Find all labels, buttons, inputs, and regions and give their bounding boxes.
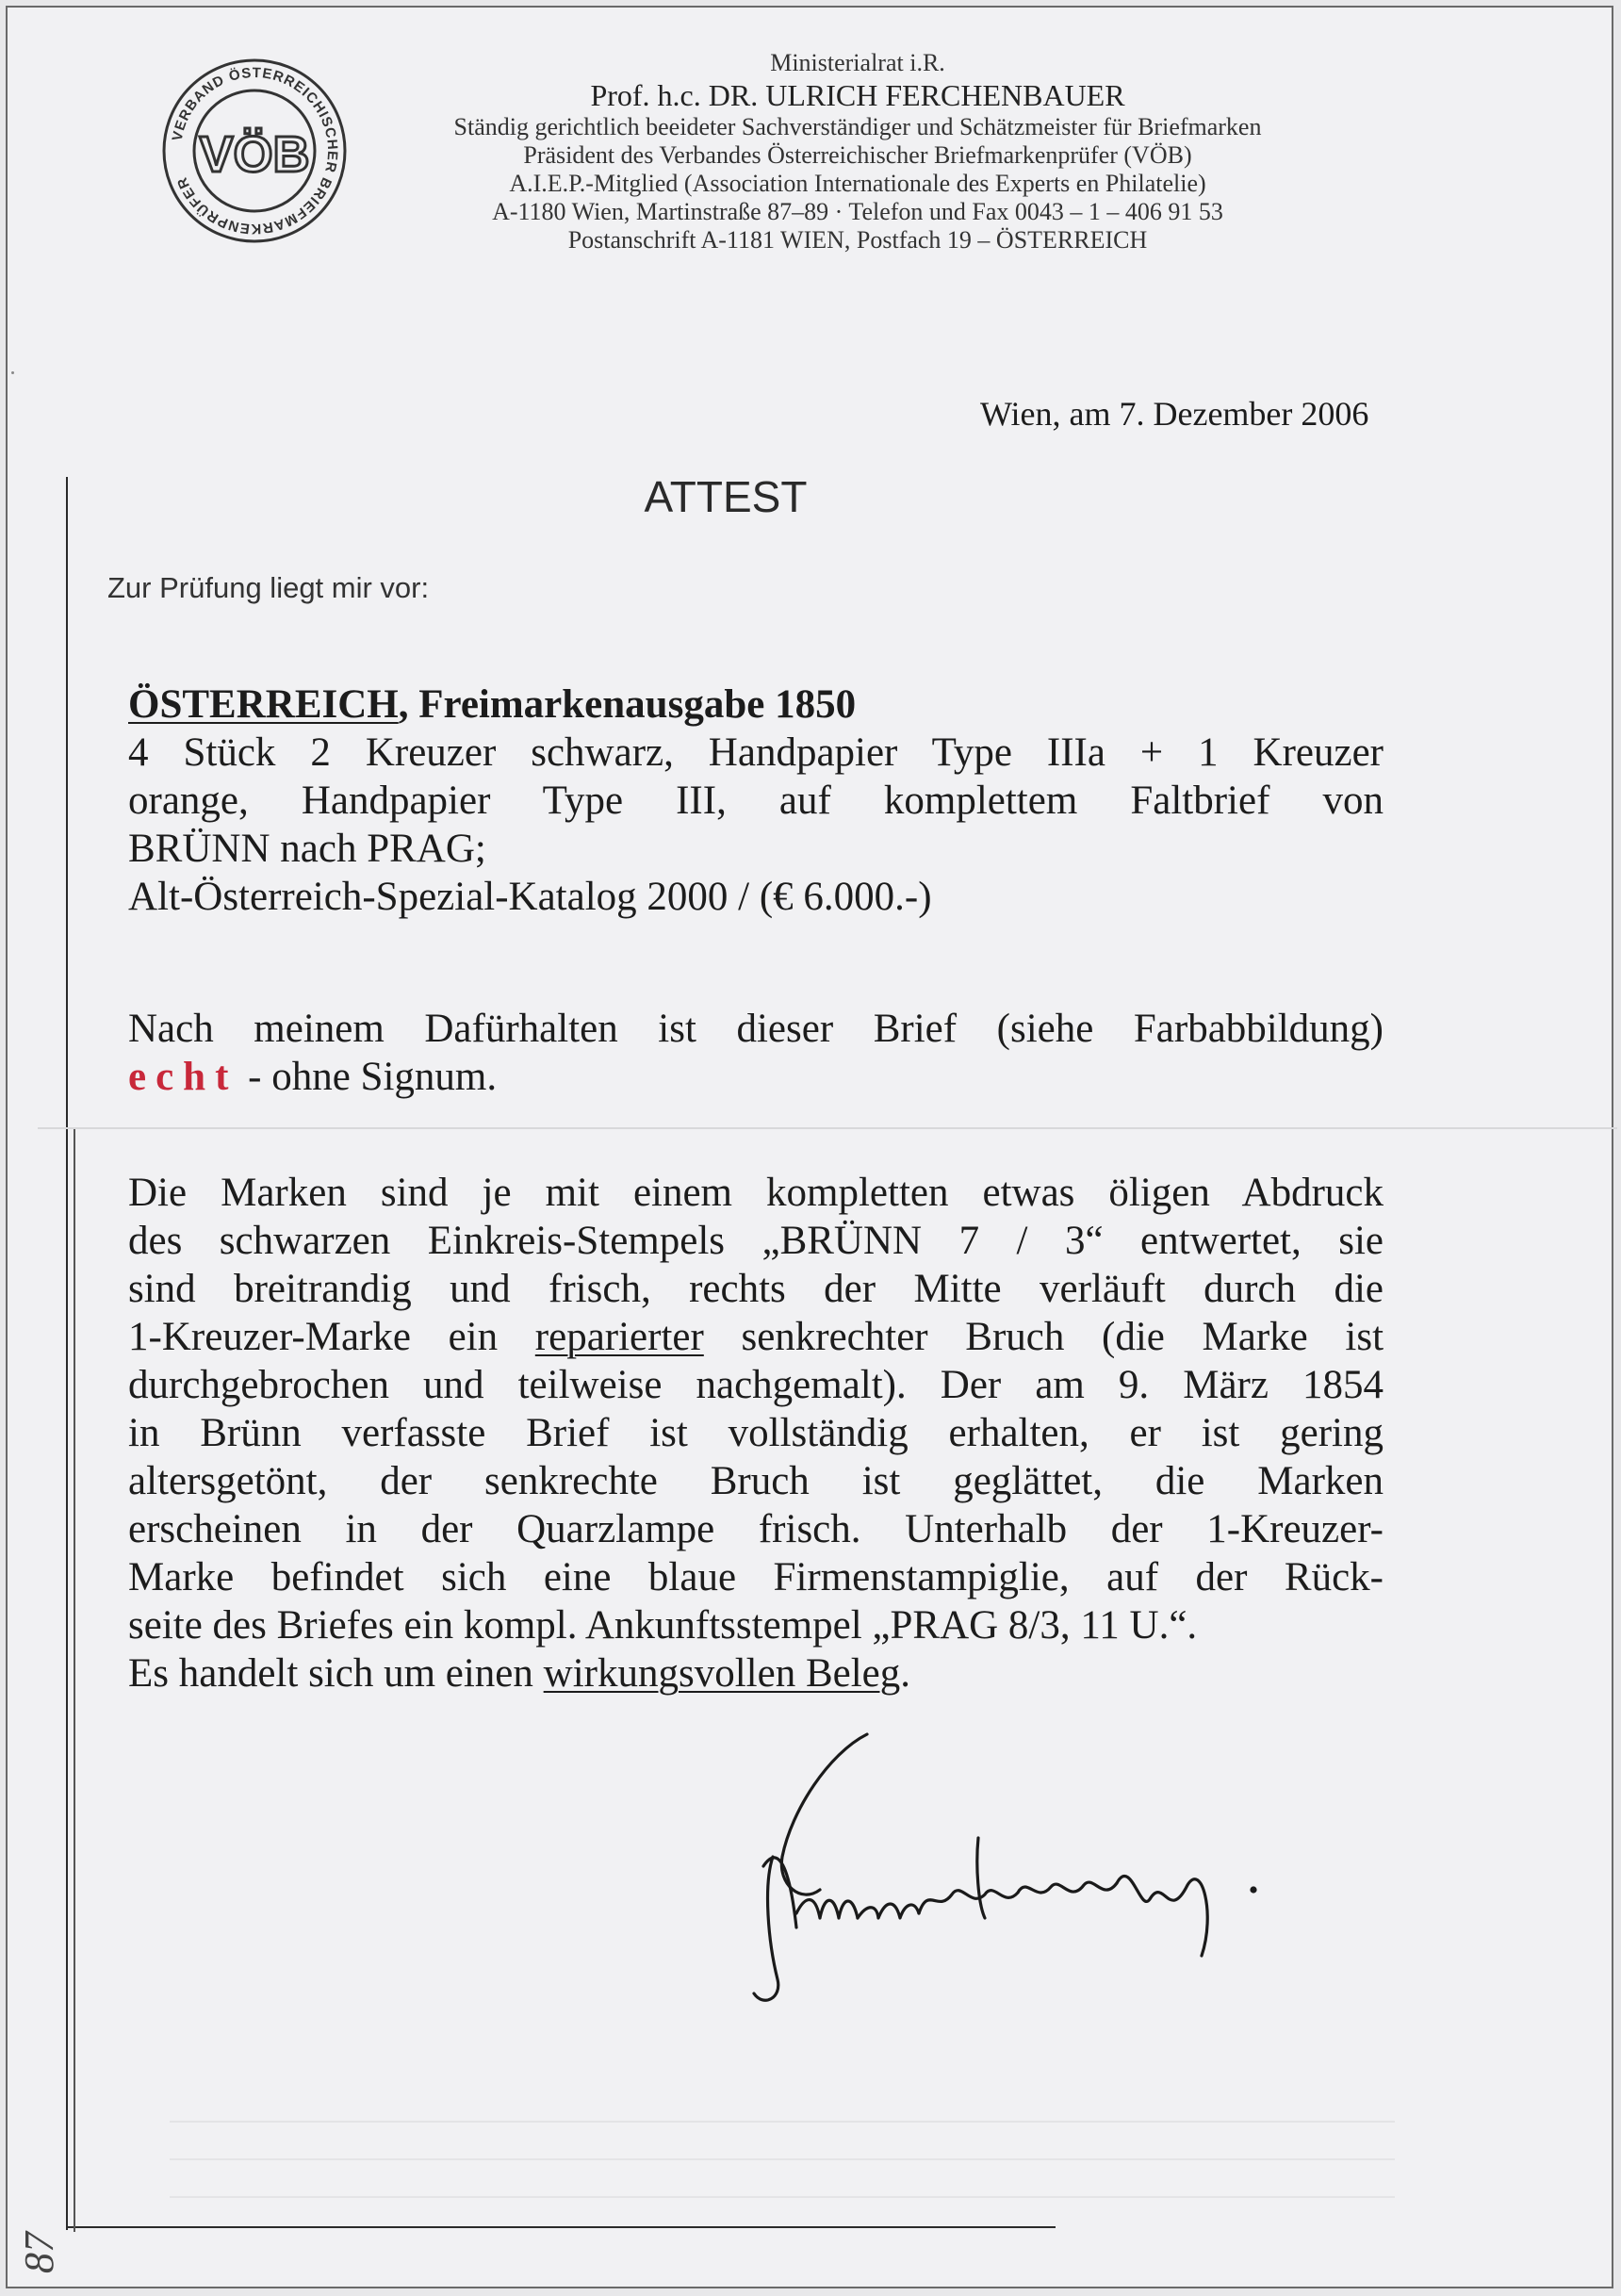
verdict-genuine: echt xyxy=(128,1055,238,1099)
description-text: 1-Kreuzer-Marke ein xyxy=(128,1315,535,1359)
letterhead-address: A-1180 Wien, Martinstraße 87–89 · Telefon und Fax 0043 – 1 – 406 91 53 xyxy=(492,198,1223,225)
seal-ring-text: VERBAND ÖSTERREICHISCHER BRIEFMARKENPRÜFER xyxy=(169,64,341,238)
description-underlined: wirkungsvollen Beleg xyxy=(543,1651,901,1696)
description-line: Marke befindet sich eine blaue Firmenstampiglie, auf der Rück- xyxy=(128,1555,1384,1599)
description-text: Es handelt sich um einen xyxy=(128,1651,544,1696)
document-title: ATTEST xyxy=(644,472,808,521)
pencil-note-text: 87 xyxy=(16,2232,62,2273)
item-issue: , Freimarkenausgabe 1850 xyxy=(398,682,857,727)
description-line: Die Marken sind je mit einem kompletten etwas öligen Abdruck xyxy=(128,1171,1384,1215)
description-line: des schwarzen Einkreis-Stempels „BRÜNN 7 / 3“ entwertet, sie xyxy=(128,1219,1384,1263)
frame-left-line xyxy=(66,477,68,2230)
description-line: sind breitrandig und frisch, rechts der Mitte verläuft durch die xyxy=(128,1267,1384,1311)
description-line xyxy=(128,1313,1384,1361)
description-line xyxy=(128,1649,1384,1697)
item-description xyxy=(128,681,1384,921)
bleedthrough-line xyxy=(170,2196,1395,2198)
bleedthrough-line xyxy=(170,2121,1395,2123)
description-underlined: reparierter xyxy=(534,1315,704,1359)
condition-description xyxy=(128,1169,1384,1697)
issue-date: Wien, am 7. Dezember 2006 xyxy=(980,395,1369,433)
description-line: altersgetönt, der senkrechte Bruch ist geglättet, die Marken xyxy=(128,1459,1384,1503)
voeb-seal xyxy=(160,57,349,245)
description-line: seite des Briefes ein kompl. Ankunftsstempel „PRAG 8/3, 11 U.“. xyxy=(128,1603,1198,1648)
description-line: durchgebrochen und teilweise nachgemalt). Der am 9. März 1854 xyxy=(128,1363,1384,1407)
letterhead-role-aiep: A.I.E.P.-Mitglied (Association Internationale des Experts en Philatelie) xyxy=(509,170,1206,197)
item-line: orange, Handpapier Type III, auf komplettem Faltbrief von xyxy=(128,779,1384,823)
fold-crease xyxy=(38,1127,1617,1129)
frame-bottom-line xyxy=(66,2226,1056,2228)
item-line: BRÜNN nach PRAG; xyxy=(128,827,486,871)
seal-center-text: VÖB xyxy=(199,126,310,183)
intro-text: Zur Prüfung liegt mir vor: xyxy=(107,571,430,604)
letterhead-name: Prof. h.c. DR. ULRICH FERCHENBAUER xyxy=(590,78,1125,112)
letterhead-role-expert: Ständig gerichtlich beeideter Sachverständiger und Schätzmeister für Briefmarken xyxy=(453,113,1262,140)
frame-inner-line xyxy=(74,1129,75,2232)
pencil-lot-number xyxy=(16,2215,81,2290)
verdict xyxy=(128,1005,1384,1101)
letterhead-rank: Ministerialrat i.R. xyxy=(770,49,945,76)
paper-speck xyxy=(11,371,14,374)
item-line: 4 Stück 2 Kreuzer schwarz, Handpapier Type IIIa + 1 Kreuzer xyxy=(128,730,1384,775)
letterhead-postal: Postanschrift A-1181 WIEN, Postfach 19 – ÖSTERREICH xyxy=(567,226,1148,254)
letterhead xyxy=(358,49,1357,254)
description-line: in Brünn verfasste Brief ist vollständig erhalten, er ist gering xyxy=(128,1411,1384,1455)
item-country: ÖSTERREICH xyxy=(128,682,399,727)
description-text: . xyxy=(900,1651,910,1696)
item-heading xyxy=(128,681,1384,729)
description-line: erscheinen in der Quarzlampe frisch. Unterhalb der 1-Kreuzer- xyxy=(128,1507,1384,1551)
verdict-rest: - ohne Signum. xyxy=(248,1055,498,1099)
handwritten-signature xyxy=(726,1725,1272,2026)
verdict-result xyxy=(128,1053,1384,1101)
bleedthrough-line xyxy=(170,2158,1395,2160)
verdict-line: Nach meinem Dafürhalten ist dieser Brief (siehe Farbabbildung) xyxy=(128,1007,1384,1051)
description-text: senkrechter Bruch (die Marke ist xyxy=(703,1315,1384,1359)
item-line: Alt-Österreich-Spezial-Katalog 2000 / (€ 6.000.-) xyxy=(128,875,932,919)
letterhead-role-president: Präsident des Verbandes Österreichischer Briefmarkenprüfer (VÖB) xyxy=(523,141,1192,169)
